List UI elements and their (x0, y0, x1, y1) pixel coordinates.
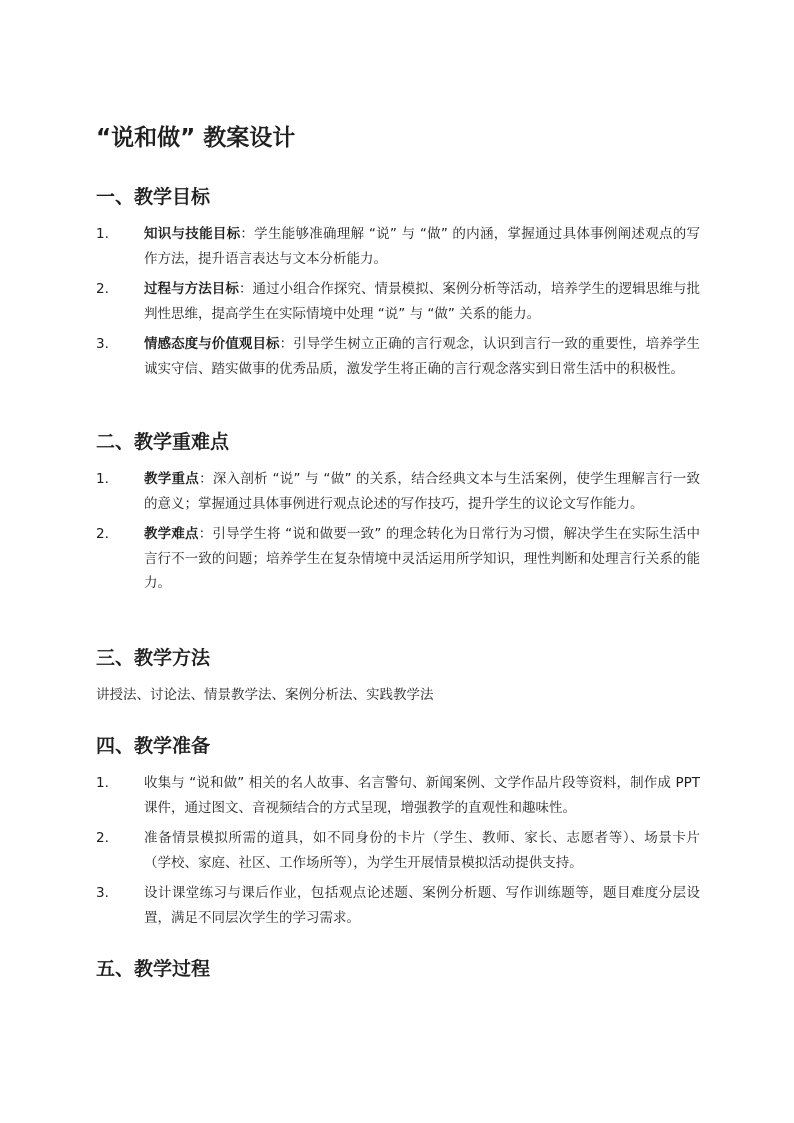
list-item-text: 准备情景模拟所需的道具，如不同身份的卡片（学生、教师、家长、志愿者等）、场景卡片（学校、家庭、社区、工作场所等），为学生开展情景模拟活动提供支持。 (144, 830, 700, 871)
list-item-text: 设计课堂练习与课后作业，包括观点论述题、案例分析题、写作训练题等，题目难度分层设置，满足不同层次学生的学习需求。 (144, 885, 700, 926)
list-item-text: ：引导学生将 “说和做要一致” 的理念转化为日常行为习惯，解决学生在实际生活中言行不一致的问题；培养学生在复杂情境中灵活运用所学知识，理性判断和处理言行关系的能力。 (144, 526, 701, 591)
page-title: “说和做” 教案设计 (96, 125, 296, 151)
list-item (96, 771, 700, 820)
list-item-number: 2. (96, 281, 109, 297)
section-heading-teaching-objectives: 一、教学目标 (96, 186, 211, 208)
preparation-list (96, 771, 700, 936)
section-heading-teaching-process: 五、教学过程 (96, 958, 211, 980)
list-item-number: 2. (96, 830, 109, 846)
list-item-number: 2. (96, 526, 109, 542)
list-item-text: 收集与 “说和做” 相关的名人故事、名言警句、新闻案例、文学作品片段等资料，制作成 PPT 课件，通过图文、音视频结合的方式呈现，增强教学的直观性和趣味性。 (144, 775, 700, 816)
list-item (96, 277, 700, 326)
key-points-list (96, 467, 700, 602)
teaching-methods-text: 讲授法、讨论法、情景教学法、案例分析法、实践教学法 (96, 687, 434, 703)
section-heading-teaching-methods: 三、教学方法 (96, 647, 211, 669)
list-item-label: 教学重点 (144, 471, 200, 487)
list-item (96, 467, 700, 516)
list-item-label: 情感态度与价值观目标 (144, 336, 280, 352)
list-item-number: 1. (96, 226, 109, 242)
list-item-label: 教学难点 (144, 526, 199, 542)
list-item-number: 1. (96, 775, 109, 791)
section-heading-teaching-preparation: 四、教学准备 (96, 735, 211, 757)
list-item-text: ：学生能够准确理解 “说” 与 “做” 的内涵，掌握通过具体事例阐述观点的写作方法，提升语言表达与文本分析能力。 (144, 226, 701, 267)
list-item-text: ：引导学生树立正确的言行观念，认识到言行一致的重要性，培养学生诚实守信、踏实做事的优秀品质，激发学生将正确的言行观念落实到日常生活中的积极性。 (144, 336, 700, 377)
list-item-number: 3. (96, 885, 109, 901)
list-item (96, 826, 700, 875)
list-item-number: 1. (96, 471, 109, 487)
list-item-number: 3. (96, 336, 109, 352)
list-item-text: ：通过小组合作探究、情景模拟、案例分析等活动，培养学生的逻辑思维与批判性思维，提高学生在实际情境中处理 “说” 与 “做” 关系的能力。 (144, 281, 700, 322)
list-item-label: 知识与技能目标 (144, 226, 241, 242)
objectives-list (96, 222, 700, 387)
list-item-label: 过程与方法目标 (144, 281, 239, 297)
list-item (96, 222, 700, 271)
section-heading-key-difficult-points: 二、教学重难点 (96, 431, 230, 453)
list-item (96, 522, 700, 596)
list-item (96, 332, 700, 381)
list-item-text: ：深入剖析 “说” 与 “做” 的关系，结合经典文本与生活案例，使学生理解言行一致的意义；掌握通过具体事例进行观点论述的写作技巧，提升学生的议论文写作能力。 (144, 471, 701, 512)
list-item (96, 881, 700, 930)
